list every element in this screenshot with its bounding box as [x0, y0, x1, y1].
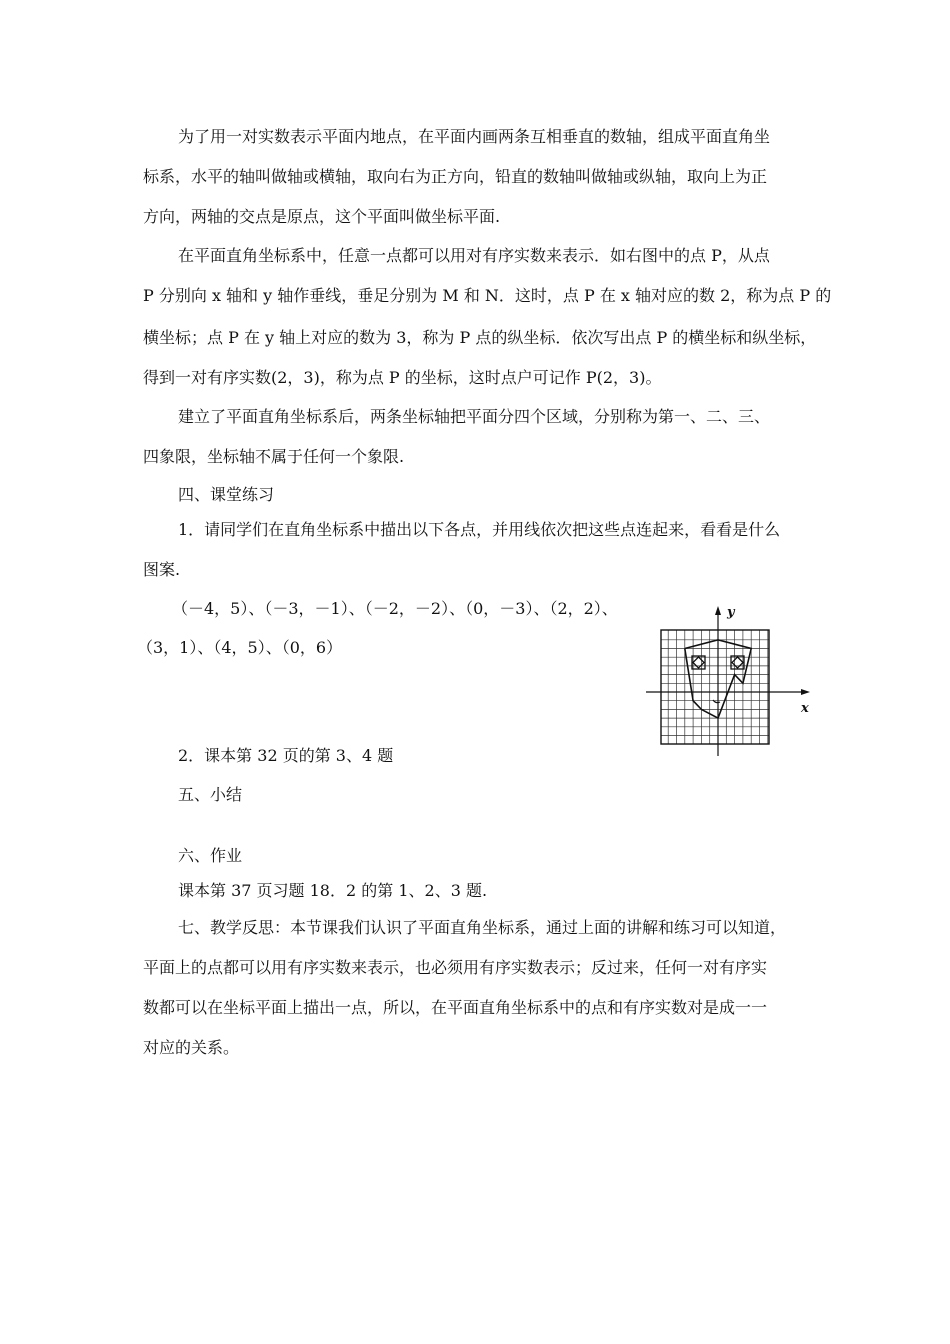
text-line: 对应的关系。	[143, 1038, 240, 1057]
y-axis-arrow	[715, 606, 721, 615]
text-line: P 分别向 x 轴和 y 轴作垂线，垂足分别为 M 和 N．这时，点 P 在 x 轴对应的数 2，称为点 P 的	[143, 286, 832, 305]
text-line: 七、教学反思：本节课我们认识了平面直角坐标系，通过上面的讲解和练习可以知道，	[178, 918, 787, 937]
text-line: 得到一对有序实数(2，3)，称为点 P 的坐标，这时点户可记作 P(2，3)。	[143, 368, 662, 387]
section-heading-practice: 四、课堂练习	[178, 485, 275, 504]
section-heading-summary: 五、小结	[178, 785, 243, 804]
text-line: 为了用一对实数表示平面内地点，在平面内画两条互相垂直的数轴，组成平面直角坐	[178, 127, 771, 146]
text-line: 横坐标；点 P 在 y 轴上对应的数为 3，称为 P 点的纵坐标．依次写出点 P 的横坐标和纵坐标，	[143, 328, 817, 347]
text-line: 方向，两轴的交点是原点，这个平面叫做坐标平面.	[143, 207, 501, 226]
homework-text: 课本第 37 页习题 18．2 的第 1、2、3 题.	[178, 881, 488, 900]
coordinate-grid-figure	[640, 604, 818, 762]
text-line: 数都可以在坐标平面上描出一点，所以，在平面直角坐标系中的点和有序实数对是成一一	[143, 998, 768, 1017]
text-line: 四象限，坐标轴不属于任何一个象限.	[143, 447, 405, 466]
right-eye-icon	[731, 656, 744, 669]
text-line: （－4，5）、（－3，－1）、（－2，－2）、（0，－3）、（2，2）、	[172, 599, 618, 618]
grid-svg	[640, 604, 818, 762]
x-axis-label: x	[801, 701, 809, 716]
text-line: 1．请同学们在直角坐标系中描出以下各点，并用线依次把这些点连起来，看看是什么	[178, 520, 781, 539]
left-eye-icon	[692, 656, 705, 669]
text-line: 建立了平面直角坐标系后，两条坐标轴把平面分四个区域，分别称为第一、二、三、	[178, 407, 771, 426]
y-axis-label: y	[727, 605, 735, 620]
x-axis-arrow	[801, 689, 810, 695]
text-line: （3，1）、（4，5）、（0，6）	[137, 638, 343, 657]
text-line: 平面上的点都可以用有序实数来表示，也必须用有序实数表示；反过来，任何一对有序实	[143, 958, 768, 977]
text-line: 图案.	[143, 560, 181, 579]
section-heading-homework: 六、作业	[178, 846, 243, 865]
text-line: 在平面直角坐标系中，任意一点都可以用对有序实数来表示．如右图中的点 P，从点	[178, 246, 770, 265]
grid-lines	[661, 630, 769, 744]
exercise-2: 2．课本第 32 页的第 3、4 题	[178, 746, 394, 765]
text-line: 标系，水平的轴叫做轴或横轴，取向右为正方向，铅直的数轴叫做轴或纵轴，取向上为正	[143, 167, 768, 186]
